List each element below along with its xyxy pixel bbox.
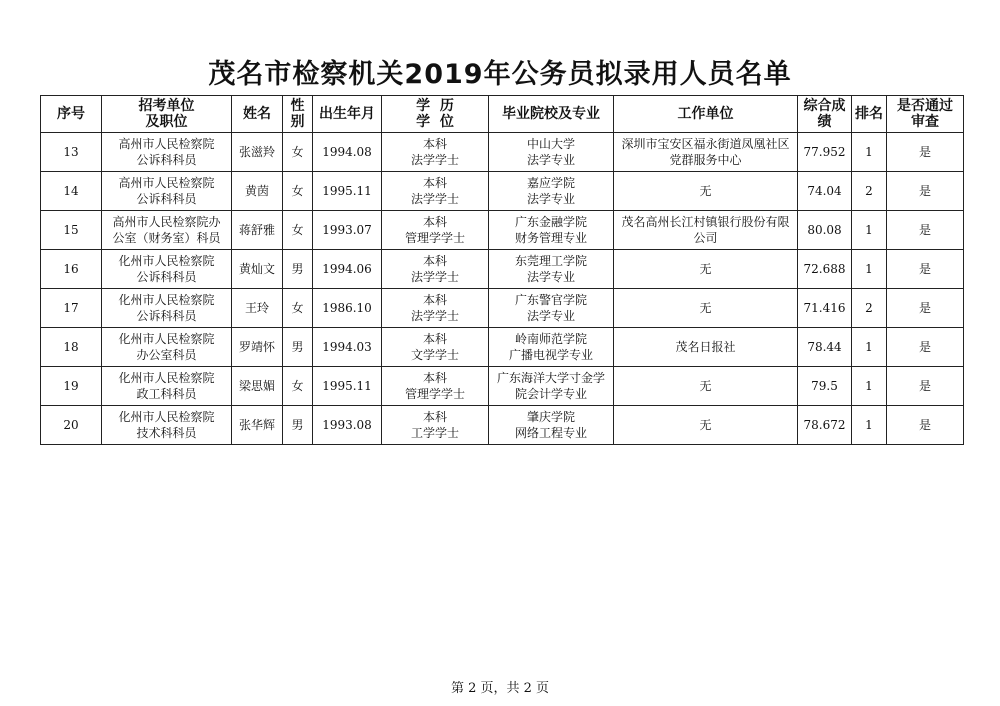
cell-work: 无: [614, 172, 798, 211]
cell-rank: 1: [852, 367, 887, 406]
page-footer: 第 2 页，共 2 页: [450, 681, 550, 696]
cell-name: 张华辉: [232, 406, 283, 445]
cell-education: 本科 法学学士: [382, 172, 489, 211]
cell-gender: 女: [283, 367, 313, 406]
cell-work: 茂名日报社: [614, 328, 798, 367]
cell-rank: 1: [852, 133, 887, 172]
cell-gender: 女: [283, 211, 313, 250]
cell-birth: 1994.06: [313, 250, 382, 289]
cell-gender: 女: [283, 289, 313, 328]
cell-unit: 高州市人民检察院 公诉科科员: [102, 133, 232, 172]
cell-name: 蒋舒雅: [232, 211, 283, 250]
cell-education: 本科 管理学学士: [382, 367, 489, 406]
cell-rank: 1: [852, 250, 887, 289]
cell-index: 16: [41, 250, 102, 289]
cell-review: 是: [887, 133, 964, 172]
cell-gender: 男: [283, 406, 313, 445]
header-work: 工作单位: [614, 96, 798, 133]
cell-rank: 2: [852, 289, 887, 328]
cell-school: 广东金融学院 财务管理专业: [489, 211, 614, 250]
cell-review: 是: [887, 406, 964, 445]
header-rank: 排名: [852, 96, 887, 133]
cell-gender: 女: [283, 172, 313, 211]
cell-unit: 化州市人民检察院 技术科科员: [102, 406, 232, 445]
cell-education: 本科 管理学学士: [382, 211, 489, 250]
cell-work: 无: [614, 250, 798, 289]
cell-unit: 高州市人民检察院 公诉科科员: [102, 172, 232, 211]
cell-school: 中山大学 法学专业: [489, 133, 614, 172]
cell-unit: 化州市人民检察院 公诉科科员: [102, 250, 232, 289]
cell-index: 15: [41, 211, 102, 250]
cell-index: 19: [41, 367, 102, 406]
cell-score: 74.04: [798, 172, 852, 211]
cell-education: 本科 法学学士: [382, 250, 489, 289]
header-name: 姓名: [232, 96, 283, 133]
cell-score: 80.08: [798, 211, 852, 250]
cell-index: 14: [41, 172, 102, 211]
cell-birth: 1994.08: [313, 133, 382, 172]
table-row: [41, 289, 964, 328]
header-score: 综合成 绩: [798, 96, 852, 133]
cell-unit: 化州市人民检察院 公诉科科员: [102, 289, 232, 328]
header-birth: 出生年月: [313, 96, 382, 133]
table-header-row: [41, 96, 964, 133]
cell-school: 岭南师范学院 广播电视学专业: [489, 328, 614, 367]
cell-education: 本科 文学学士: [382, 328, 489, 367]
header-gender: 性 别: [283, 96, 313, 133]
header-review: 是否通过 审查: [887, 96, 964, 133]
cell-review: 是: [887, 289, 964, 328]
cell-birth: 1993.07: [313, 211, 382, 250]
cell-name: 张滋羚: [232, 133, 283, 172]
cell-birth: 1986.10: [313, 289, 382, 328]
cell-rank: 1: [852, 328, 887, 367]
table-row: [41, 406, 964, 445]
cell-work: 无: [614, 367, 798, 406]
cell-score: 79.5: [798, 367, 852, 406]
cell-name: 黄茵: [232, 172, 283, 211]
cell-school: 广东警官学院 法学专业: [489, 289, 614, 328]
cell-name: 罗靖怀: [232, 328, 283, 367]
table-row: [41, 133, 964, 172]
cell-education: 本科 工学学士: [382, 406, 489, 445]
cell-school: 东莞理工学院 法学专业: [489, 250, 614, 289]
cell-school: 广东海洋大学寸金学 院会计学专业: [489, 367, 614, 406]
table-row: [41, 172, 964, 211]
document-title: 茂名市检察机关2019年公务员拟录用人员名单: [208, 59, 792, 90]
cell-index: 13: [41, 133, 102, 172]
cell-score: 71.416: [798, 289, 852, 328]
cell-unit: 高州市人民检察院办 公室（财务室）科员: [102, 211, 232, 250]
cell-review: 是: [887, 328, 964, 367]
cell-rank: 2: [852, 172, 887, 211]
candidate-table: [40, 95, 964, 445]
cell-education: 本科 法学学士: [382, 289, 489, 328]
table-row: [41, 250, 964, 289]
cell-gender: 男: [283, 250, 313, 289]
cell-education: 本科 法学学士: [382, 133, 489, 172]
header-unit: 招考单位 及职位: [102, 96, 232, 133]
cell-gender: 女: [283, 133, 313, 172]
cell-index: 20: [41, 406, 102, 445]
cell-work: 无: [614, 289, 798, 328]
cell-work: 深圳市宝安区福永街道凤凰社区党群服务中心: [614, 133, 798, 172]
cell-review: 是: [887, 367, 964, 406]
header-school: 毕业院校及专业: [489, 96, 614, 133]
cell-gender: 男: [283, 328, 313, 367]
cell-birth: 1993.08: [313, 406, 382, 445]
cell-index: 18: [41, 328, 102, 367]
table-row: [41, 328, 964, 367]
cell-name: 梁思媚: [232, 367, 283, 406]
cell-index: 17: [41, 289, 102, 328]
cell-work: 茂名高州长江村镇银行股份有限公司: [614, 211, 798, 250]
cell-name: 王玲: [232, 289, 283, 328]
cell-birth: 1995.11: [313, 172, 382, 211]
table-row: [41, 367, 964, 406]
cell-rank: 1: [852, 211, 887, 250]
cell-review: 是: [887, 211, 964, 250]
header-education: 学 历 学 位: [382, 96, 489, 133]
cell-birth: 1994.03: [313, 328, 382, 367]
cell-score: 78.44: [798, 328, 852, 367]
cell-name: 黄灿文: [232, 250, 283, 289]
cell-rank: 1: [852, 406, 887, 445]
cell-score: 72.688: [798, 250, 852, 289]
cell-work: 无: [614, 406, 798, 445]
header-index: 序号: [41, 96, 102, 133]
cell-review: 是: [887, 250, 964, 289]
cell-score: 77.952: [798, 133, 852, 172]
cell-unit: 化州市人民检察院 办公室科员: [102, 328, 232, 367]
cell-unit: 化州市人民检察院 政工科科员: [102, 367, 232, 406]
table-row: [41, 211, 964, 250]
cell-review: 是: [887, 172, 964, 211]
cell-school: 嘉应学院 法学专业: [489, 172, 614, 211]
cell-birth: 1995.11: [313, 367, 382, 406]
cell-score: 78.672: [798, 406, 852, 445]
cell-school: 肇庆学院 网络工程专业: [489, 406, 614, 445]
